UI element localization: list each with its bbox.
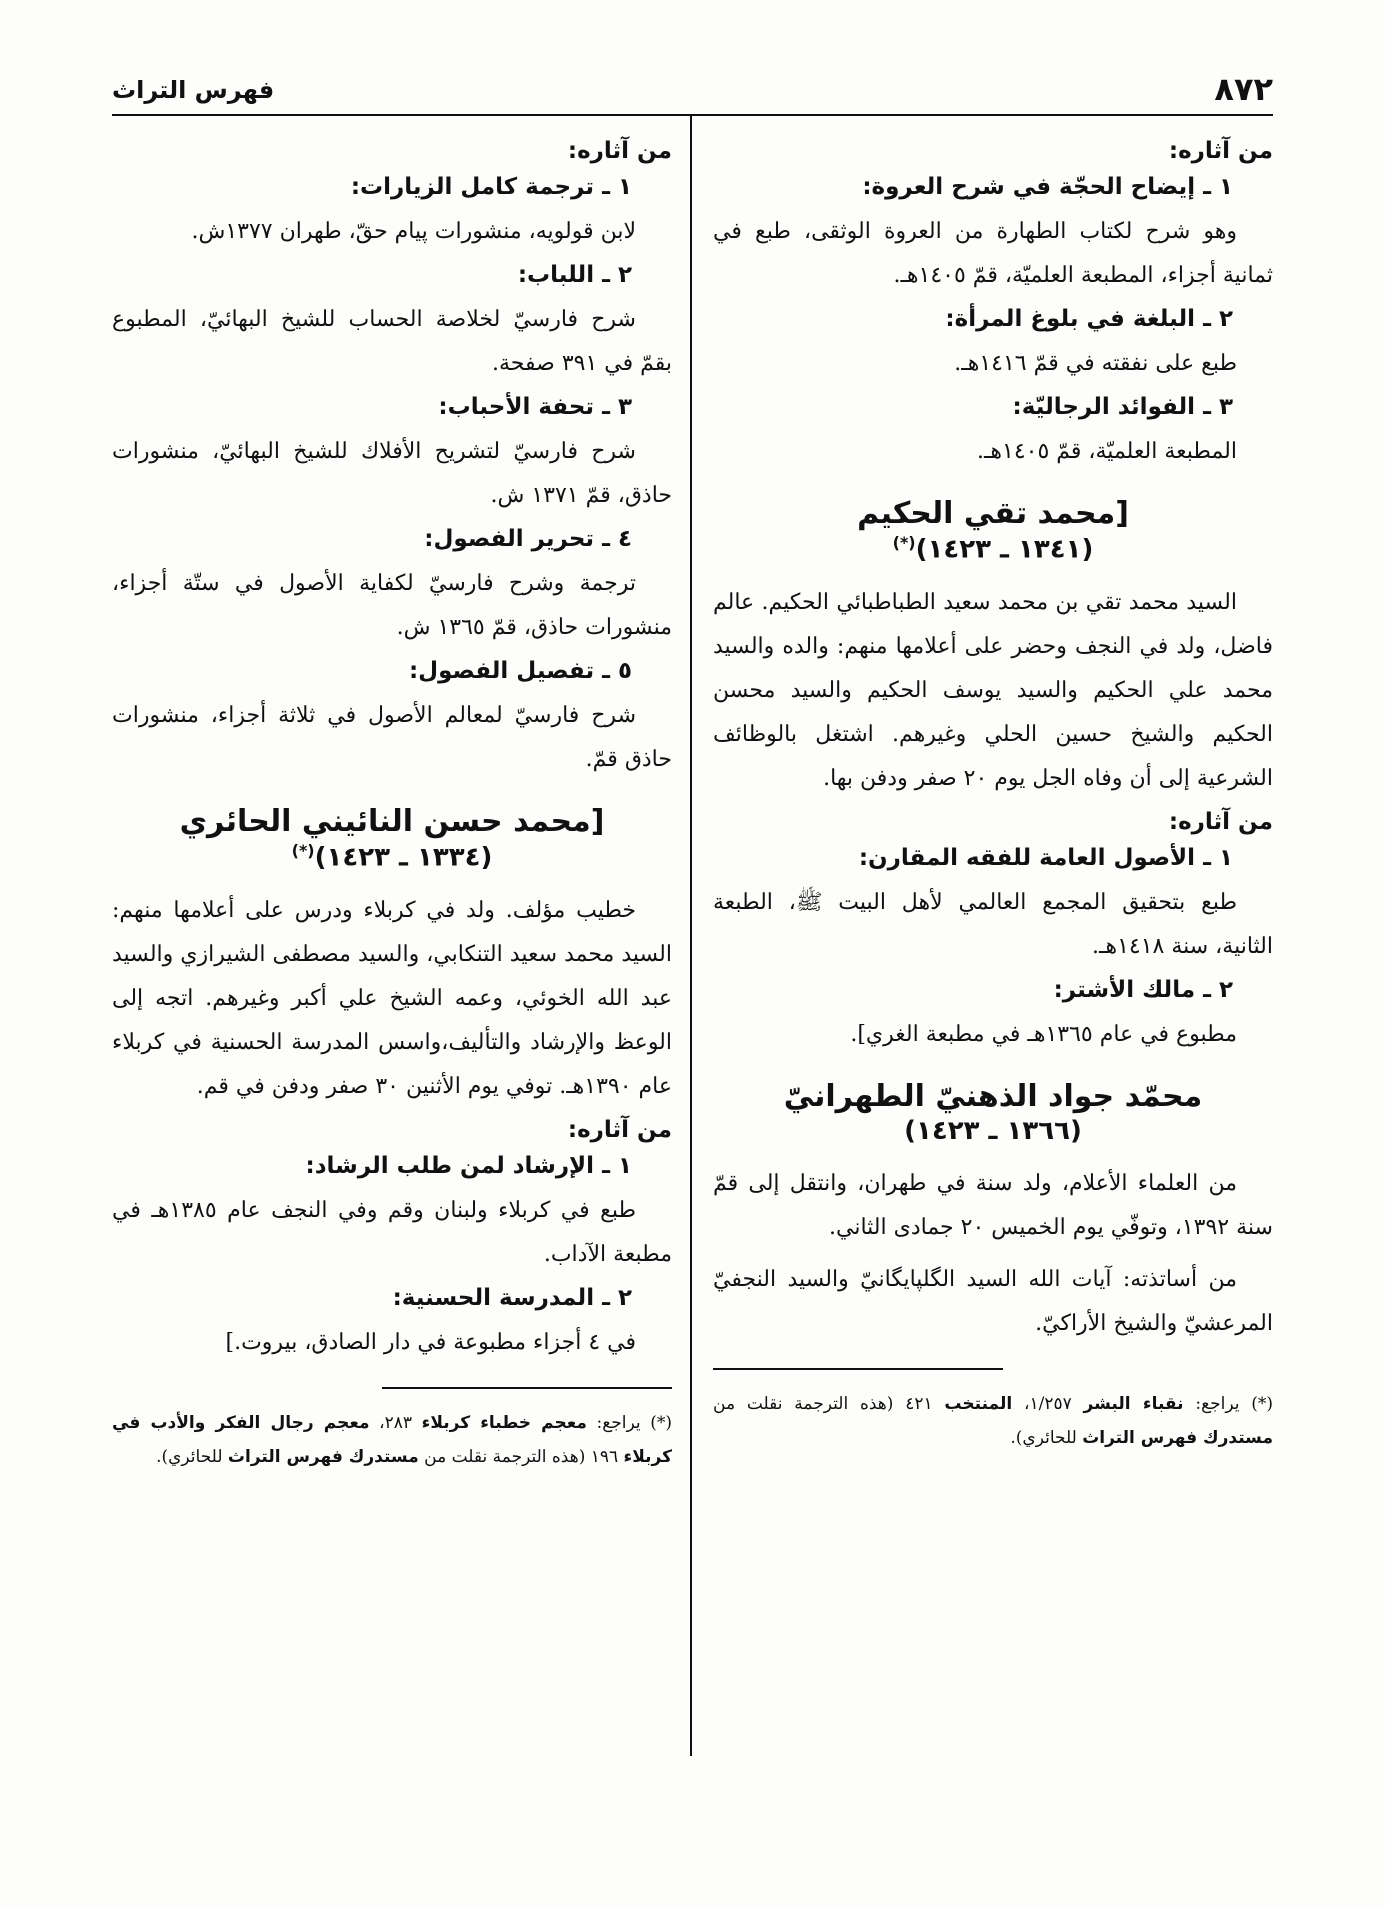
work-description: وهو شرح لكتاب الطهارة من العروة الوثقى، طبع في ثمانية أجزاء، المطبعة العلميّة، قمّ ١٤٠٥هـ. (713, 219, 1273, 288)
work-description: المطبعة العلميّة، قمّ ١٤٠٥هـ. (976, 439, 1237, 464)
footnote-marker: (*) (291, 841, 315, 860)
work-title: ١ ـ ترجمة كامل الزيارات: (350, 174, 632, 200)
running-title: فهرس التراث (112, 76, 275, 104)
work-title: ٤ ـ تحرير الفصول: (424, 526, 632, 552)
page-number: ٨٧٢ (1214, 70, 1273, 108)
entry-teachers: من أساتذته: آيات الله السيد الگلپايگانيّ والسيد النجفيّ المرعشيّ والشيخ الأراكيّ. (713, 1266, 1273, 1336)
work-title: ٢ ـ المدرسة الحسنية: (392, 1284, 632, 1311)
footnote-rule (713, 1368, 1003, 1370)
work-description: ترجمة وشرح فارسيّ لكفاية الأصول في ستّة أجزاء، منشورات حاذق، قمّ ١٣٦٥ ش. (112, 571, 672, 640)
work-title: ٣ ـ الفوائد الرجاليّة: (1012, 394, 1233, 420)
work-title: ١ ـ الأصول العامة للفقه المقارن: (858, 844, 1233, 871)
work-title: ١ ـ إيضاح الحجّة في شرح العروة: (862, 174, 1233, 200)
works-label: من آثاره: (567, 1116, 672, 1143)
entry-heading: [محمد تقي الحكيم (857, 496, 1129, 531)
work-description: لابن قولويه، منشورات پيام حقّ، طهران ١٣٧٧ش. (191, 219, 636, 244)
work-description: شرح فارسيّ لخلاصة الحساب للشيخ البهائيّ، المطبوع بقمّ في ٣٩١ صفحة. (112, 307, 672, 376)
entry-dates: (١٣٤١ ـ ١٤٢٣)(*) (892, 533, 1094, 565)
work-title: ١ ـ الإرشاد لمن طلب الرشاد: (305, 1152, 632, 1179)
work-description: مطبوع في عام ١٣٦٥هـ في مطبعة الغري]. (850, 1021, 1237, 1047)
footnote-marker: (*) (892, 533, 916, 552)
entry-heading: [محمد حسن النائيني الحائري (179, 804, 605, 839)
footnote: (*) يراجع: معجم خطباء كربلاء ٢٨٣، معجم رجال الفكر والأدب في كربلاء ١٩٦ (هذه الترجمة نقلت من مستدرك فهرس التراث للحائري). (112, 1412, 673, 1467)
work-description: طبع في كربلاء ولبنان وقم وفي النجف عام ١٣٨٥هـ في مطبعة الآداب. (112, 1197, 672, 1267)
page-header (112, 64, 1273, 116)
entry-dates: (١٣٣٤ ـ ١٤٢٣)(*) (291, 841, 493, 873)
entry-heading: محمّد جواد الذهنيّ الطهرانيّ (783, 1078, 1203, 1114)
left-column (112, 130, 672, 1491)
work-title: ٥ ـ تفصيل الفصول: (408, 658, 632, 684)
entry-biography: السيد محمد تقي بن محمد سعيد الطباطبائي الحكيم. عالم فاضل، ولد في النجف وحضر على أعلامها منهم: والده والسيد محمد علي الحكيم والسيد يوسف الحكيم والسيد محسن الحكيم والشيخ حسين الحلي وغيرهم. اشتغل بالوظائف الشرعية إلى أن وفاه الجل يوم ٢٠ صفر ودفن بها. (713, 589, 1273, 791)
entry-dates: (١٣٦٦ ـ ١٤٢٣) (904, 1115, 1082, 1146)
entry-biography: من العلماء الأعلام، ولد سنة في طهران، وانتقل إلى قمّ سنة ١٣٩٢، وتوفّي يوم الخميس ٢٠ جمادى الثاني. (713, 1170, 1273, 1240)
entry-biography: خطيب مؤلف. ولد في كربلاء ودرس على أعلامها منهم: السيد محمد سعيد التنكابي، والسيد مصطفى الشيرازي والسيد عبد الله الخوئي، وعمه الشيخ علي أكبر وغيرهم. اتجه إلى الوعظ والإرشاد والتأليف،واسس المدرسة الحسنية في كربلاء عام ١٣٩٠هـ. توفي يوم الأثنين ٣٠ صفر ودفن في قم. (112, 897, 672, 1099)
works-label: من آثاره: (1168, 138, 1273, 164)
right-column (713, 130, 1273, 1472)
work-title: ٢ ـ اللباب: (517, 262, 632, 288)
column-divider (690, 116, 692, 1756)
footnote: (*) يراجع: نقباء البشر ١/٢٥٧، المنتخب ٤٢١ (هذه الترجمة نقلت من مستدرك فهرس التراث للحائري). (713, 1393, 1274, 1448)
work-description: شرح فارسيّ لتشريح الأفلاك للشيخ البهائيّ، منشورات حاذق، قمّ ١٣٧١ ش. (112, 439, 672, 508)
work-description: طبع على نفقته في قمّ ١٤١٦هـ. (954, 351, 1237, 376)
work-description: شرح فارسيّ لمعالم الأصول في ثلاثة أجزاء، منشورات حاذق قمّ. (112, 703, 672, 772)
footnote-rule (382, 1387, 672, 1389)
works-label: من آثاره: (1168, 808, 1273, 835)
work-description: طبع بتحقيق المجمع العالمي لأهل البيت ﷺ، الطبعة الثانية، سنة ١٤١٨هـ. (713, 889, 1273, 959)
works-label: من آثاره: (567, 138, 672, 164)
work-title: ٢ ـ البلغة في بلوغ المرأة: (945, 306, 1233, 332)
work-title: ٣ ـ تحفة الأحباب: (438, 394, 632, 420)
work-description: في ٤ أجزاء مطبوعة في دار الصادق، بيروت.] (225, 1329, 636, 1355)
work-title: ٢ ـ مالك الأشتر: (1053, 976, 1233, 1003)
